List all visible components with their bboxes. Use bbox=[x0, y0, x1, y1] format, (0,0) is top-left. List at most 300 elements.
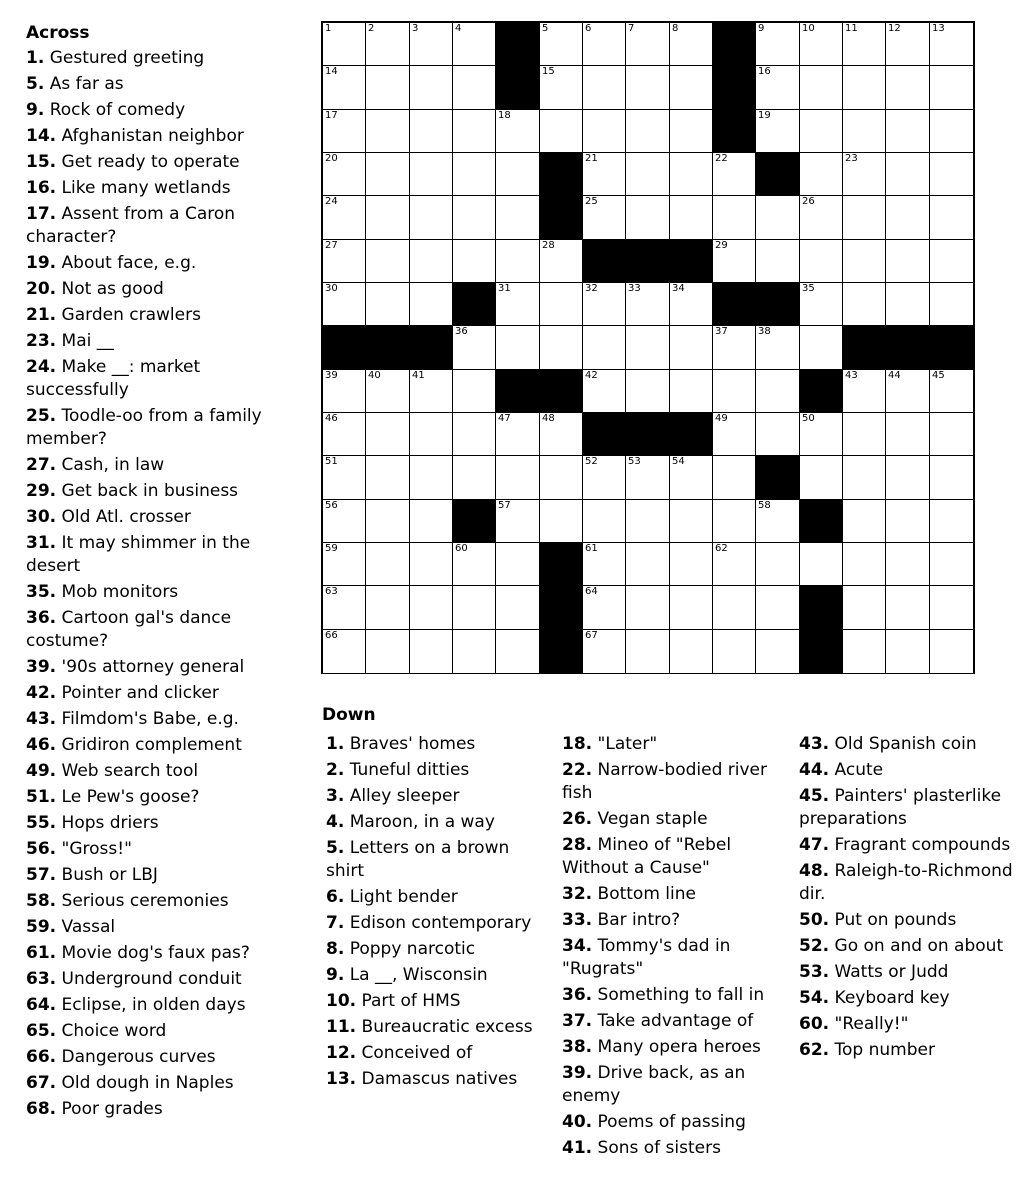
grid-cell[interactable] bbox=[800, 153, 843, 196]
grid-block bbox=[583, 413, 626, 456]
grid-cell[interactable] bbox=[756, 500, 800, 543]
grid-cell[interactable] bbox=[800, 326, 843, 370]
grid-block bbox=[626, 413, 670, 456]
grid-cell[interactable] bbox=[626, 153, 670, 196]
grid-cell[interactable] bbox=[713, 630, 756, 673]
grid-cell[interactable] bbox=[930, 370, 973, 413]
grid-cell[interactable] bbox=[410, 240, 453, 283]
grid-cell[interactable] bbox=[930, 630, 973, 673]
grid-cell[interactable] bbox=[410, 23, 453, 66]
grid-cell[interactable] bbox=[540, 500, 583, 543]
clue-number: 65. bbox=[26, 1021, 57, 1041]
grid-cell[interactable] bbox=[713, 370, 756, 413]
grid-cell[interactable] bbox=[323, 543, 366, 586]
grid-cell[interactable] bbox=[453, 586, 496, 630]
grid-block bbox=[540, 196, 583, 240]
grid-cell[interactable] bbox=[930, 110, 973, 153]
clue-number: 51. bbox=[26, 787, 57, 807]
grid-cell[interactable] bbox=[930, 500, 973, 543]
grid-cell[interactable] bbox=[756, 110, 800, 153]
grid-cell[interactable] bbox=[756, 326, 800, 370]
grid-cell[interactable] bbox=[713, 500, 756, 543]
clue bbox=[26, 480, 296, 503]
grid-block bbox=[496, 66, 540, 110]
grid-cell[interactable] bbox=[366, 240, 410, 283]
grid-cell[interactable] bbox=[496, 283, 540, 326]
grid-cell[interactable] bbox=[670, 196, 713, 240]
clue-text: Take advantage of bbox=[597, 1011, 754, 1031]
grid-cell[interactable] bbox=[800, 283, 843, 326]
grid-cell[interactable] bbox=[410, 586, 453, 630]
grid-cell[interactable] bbox=[886, 66, 930, 110]
grid-cell[interactable] bbox=[410, 66, 453, 110]
grid-cell[interactable] bbox=[626, 586, 670, 630]
grid-cell[interactable] bbox=[843, 153, 886, 196]
grid-cell[interactable] bbox=[670, 456, 713, 500]
grid-cell[interactable] bbox=[540, 413, 583, 456]
grid-cell[interactable] bbox=[930, 23, 973, 66]
grid-cell[interactable] bbox=[410, 370, 453, 413]
clue-number: 34. bbox=[562, 936, 593, 956]
grid-block bbox=[713, 283, 756, 326]
grid-block bbox=[800, 500, 843, 543]
grid-cell[interactable] bbox=[583, 110, 626, 153]
clue-number: 44. bbox=[799, 760, 830, 780]
cell-number: 47 bbox=[498, 413, 511, 424]
grid-cell[interactable] bbox=[366, 66, 410, 110]
clue bbox=[562, 834, 784, 880]
clue-number: 8. bbox=[326, 939, 345, 959]
grid-cell[interactable] bbox=[886, 153, 930, 196]
clue-number: 35. bbox=[26, 582, 57, 602]
grid-cell[interactable] bbox=[886, 110, 930, 153]
grid-cell[interactable] bbox=[843, 240, 886, 283]
grid-cell[interactable] bbox=[843, 196, 886, 240]
grid-cell[interactable] bbox=[540, 66, 583, 110]
grid-cell[interactable] bbox=[930, 153, 973, 196]
grid-block bbox=[540, 630, 583, 673]
grid-cell[interactable] bbox=[756, 240, 800, 283]
grid-cell[interactable] bbox=[626, 630, 670, 673]
grid-cell[interactable] bbox=[626, 110, 670, 153]
grid-cell[interactable] bbox=[886, 23, 930, 66]
grid-cell[interactable] bbox=[323, 500, 366, 543]
cell-number: 51 bbox=[325, 456, 338, 467]
clue bbox=[26, 942, 296, 965]
grid-cell[interactable] bbox=[323, 456, 366, 500]
grid-cell[interactable] bbox=[323, 370, 366, 413]
grid-cell[interactable] bbox=[540, 283, 583, 326]
clue bbox=[799, 909, 1014, 932]
grid-cell[interactable] bbox=[930, 456, 973, 500]
clue-number: 61. bbox=[26, 943, 57, 963]
clue-number: 38. bbox=[562, 1037, 593, 1057]
clue bbox=[26, 506, 296, 529]
grid-cell[interactable] bbox=[583, 456, 626, 500]
clue bbox=[26, 838, 296, 861]
grid-cell[interactable] bbox=[583, 543, 626, 586]
grid-cell[interactable] bbox=[626, 370, 670, 413]
grid-cell[interactable] bbox=[453, 66, 496, 110]
clue-number: 54. bbox=[799, 988, 830, 1008]
grid-cell[interactable] bbox=[843, 586, 886, 630]
grid-block bbox=[626, 240, 670, 283]
grid-cell[interactable] bbox=[496, 586, 540, 630]
grid-cell[interactable] bbox=[583, 630, 626, 673]
grid-cell[interactable] bbox=[323, 630, 366, 673]
grid-cell[interactable] bbox=[843, 543, 886, 586]
grid-cell[interactable] bbox=[843, 456, 886, 500]
clue bbox=[326, 912, 546, 935]
grid-cell[interactable] bbox=[886, 500, 930, 543]
grid-cell[interactable] bbox=[713, 413, 756, 456]
grid-cell[interactable] bbox=[886, 240, 930, 283]
cell-number: 9 bbox=[758, 23, 765, 34]
clue-text: About face, e.g. bbox=[61, 253, 197, 273]
grid-cell[interactable] bbox=[496, 326, 540, 370]
grid-cell[interactable] bbox=[323, 283, 366, 326]
grid-cell[interactable] bbox=[886, 586, 930, 630]
clue-number: 5. bbox=[26, 74, 45, 94]
clue-number: 3. bbox=[326, 786, 345, 806]
grid-cell[interactable] bbox=[756, 370, 800, 413]
clue-text: Old Spanish coin bbox=[834, 734, 977, 754]
grid-cell[interactable] bbox=[713, 196, 756, 240]
grid-cell[interactable] bbox=[410, 153, 453, 196]
grid-cell[interactable] bbox=[670, 586, 713, 630]
grid-cell[interactable] bbox=[670, 370, 713, 413]
clue-number: 17. bbox=[26, 204, 57, 224]
clue bbox=[26, 734, 296, 757]
grid-cell[interactable] bbox=[453, 196, 496, 240]
grid-cell[interactable] bbox=[323, 196, 366, 240]
grid-cell[interactable] bbox=[843, 500, 886, 543]
grid-cell[interactable] bbox=[800, 240, 843, 283]
clue-text: Bottom line bbox=[597, 884, 696, 904]
cell-number: 52 bbox=[585, 456, 598, 467]
grid-cell[interactable] bbox=[930, 413, 973, 456]
grid-cell[interactable] bbox=[540, 240, 583, 283]
clue bbox=[562, 1111, 784, 1134]
grid-cell[interactable] bbox=[496, 456, 540, 500]
grid-cell[interactable] bbox=[453, 23, 496, 66]
grid-cell[interactable] bbox=[756, 543, 800, 586]
grid-cell[interactable] bbox=[583, 23, 626, 66]
grid-cell[interactable] bbox=[800, 543, 843, 586]
grid-block bbox=[366, 326, 410, 370]
grid-cell[interactable] bbox=[366, 23, 410, 66]
grid-cell[interactable] bbox=[366, 110, 410, 153]
clue bbox=[799, 759, 1014, 782]
down-clues-column-3 bbox=[799, 733, 1014, 1065]
clue-text: Many opera heroes bbox=[597, 1037, 761, 1057]
grid-cell[interactable] bbox=[410, 110, 453, 153]
clue-number: 55. bbox=[26, 813, 57, 833]
clue bbox=[326, 964, 546, 987]
cell-number: 35 bbox=[802, 283, 815, 294]
grid-cell[interactable] bbox=[930, 543, 973, 586]
grid-cell[interactable] bbox=[583, 370, 626, 413]
grid-cell[interactable] bbox=[496, 196, 540, 240]
grid-cell[interactable] bbox=[323, 23, 366, 66]
clue-number: 31. bbox=[26, 533, 57, 553]
grid-cell[interactable] bbox=[670, 543, 713, 586]
grid-cell[interactable] bbox=[453, 456, 496, 500]
grid-cell[interactable] bbox=[540, 23, 583, 66]
cell-number: 25 bbox=[585, 196, 598, 207]
grid-cell[interactable] bbox=[583, 196, 626, 240]
grid-cell[interactable] bbox=[843, 370, 886, 413]
cell-number: 43 bbox=[845, 370, 858, 381]
grid-cell[interactable] bbox=[410, 283, 453, 326]
clue-text: Poor grades bbox=[61, 1099, 163, 1119]
grid-cell[interactable] bbox=[366, 413, 410, 456]
across-heading: Across bbox=[26, 23, 90, 43]
grid-cell[interactable] bbox=[626, 283, 670, 326]
clue bbox=[26, 1098, 296, 1121]
grid-cell[interactable] bbox=[626, 66, 670, 110]
grid-cell[interactable] bbox=[843, 110, 886, 153]
grid-block bbox=[670, 240, 713, 283]
grid-cell[interactable] bbox=[366, 370, 410, 413]
grid-cell[interactable] bbox=[453, 413, 496, 456]
grid-cell[interactable] bbox=[583, 500, 626, 543]
grid-cell[interactable] bbox=[583, 586, 626, 630]
grid-cell[interactable] bbox=[410, 456, 453, 500]
grid-cell[interactable] bbox=[626, 196, 670, 240]
clue-number: 67. bbox=[26, 1073, 57, 1093]
grid-cell[interactable] bbox=[800, 456, 843, 500]
grid-cell[interactable] bbox=[626, 23, 670, 66]
grid-cell[interactable] bbox=[410, 196, 453, 240]
grid-cell[interactable] bbox=[670, 153, 713, 196]
grid-cell[interactable] bbox=[540, 456, 583, 500]
cell-number: 39 bbox=[325, 370, 338, 381]
grid-cell[interactable] bbox=[453, 543, 496, 586]
cell-number: 5 bbox=[542, 23, 549, 34]
grid-cell[interactable] bbox=[756, 586, 800, 630]
clue-text: Put on pounds bbox=[834, 910, 957, 930]
grid-cell[interactable] bbox=[930, 240, 973, 283]
grid-cell[interactable] bbox=[366, 543, 410, 586]
grid-cell[interactable] bbox=[496, 630, 540, 673]
grid-cell[interactable] bbox=[323, 153, 366, 196]
clue-number: 39. bbox=[26, 657, 57, 677]
grid-cell[interactable] bbox=[756, 66, 800, 110]
cell-number: 21 bbox=[585, 153, 598, 164]
clue bbox=[326, 990, 546, 1013]
grid-cell[interactable] bbox=[496, 413, 540, 456]
grid-cell[interactable] bbox=[496, 240, 540, 283]
grid-cell[interactable] bbox=[800, 196, 843, 240]
clue-text: Bar intro? bbox=[597, 910, 681, 930]
clue bbox=[562, 984, 784, 1007]
clue-number: 20. bbox=[26, 279, 57, 299]
cell-number: 22 bbox=[715, 153, 728, 164]
grid-cell[interactable] bbox=[453, 370, 496, 413]
grid-cell[interactable] bbox=[713, 586, 756, 630]
grid-cell[interactable] bbox=[323, 586, 366, 630]
grid-block bbox=[800, 630, 843, 673]
grid-cell[interactable] bbox=[540, 110, 583, 153]
grid-cell[interactable] bbox=[496, 153, 540, 196]
grid-cell[interactable] bbox=[930, 283, 973, 326]
grid-cell[interactable] bbox=[410, 630, 453, 673]
cell-number: 15 bbox=[542, 66, 555, 77]
grid-cell[interactable] bbox=[713, 326, 756, 370]
clue-text: Hops driers bbox=[61, 813, 159, 833]
grid-cell[interactable] bbox=[756, 413, 800, 456]
clue-text: Bush or LBJ bbox=[61, 865, 158, 885]
grid-cell[interactable] bbox=[626, 500, 670, 543]
clue-number: 53. bbox=[799, 962, 830, 982]
clue bbox=[799, 834, 1014, 857]
grid-cell[interactable] bbox=[886, 543, 930, 586]
grid-block bbox=[583, 240, 626, 283]
grid-cell[interactable] bbox=[670, 23, 713, 66]
clue-text: Choice word bbox=[61, 1021, 167, 1041]
grid-block bbox=[410, 326, 453, 370]
grid-cell[interactable] bbox=[410, 413, 453, 456]
grid-cell[interactable] bbox=[756, 23, 800, 66]
clue-text: Toodle-oo from a family member? bbox=[26, 406, 262, 449]
grid-cell[interactable] bbox=[583, 326, 626, 370]
grid-cell[interactable] bbox=[626, 456, 670, 500]
grid-cell[interactable] bbox=[453, 110, 496, 153]
grid-cell[interactable] bbox=[366, 586, 410, 630]
grid-cell[interactable] bbox=[843, 23, 886, 66]
clue-text: Pointer and clicker bbox=[61, 683, 219, 703]
cell-number: 28 bbox=[542, 240, 555, 251]
grid-cell[interactable] bbox=[843, 630, 886, 673]
grid-cell[interactable] bbox=[453, 630, 496, 673]
clue-number: 14. bbox=[26, 126, 57, 146]
clue-text: Le Pew's goose? bbox=[61, 787, 200, 807]
clue-number: 43. bbox=[26, 709, 57, 729]
grid-cell[interactable] bbox=[453, 153, 496, 196]
grid-block bbox=[800, 586, 843, 630]
grid-cell[interactable] bbox=[843, 66, 886, 110]
grid-cell[interactable] bbox=[930, 66, 973, 110]
clue-text: Bureaucratic excess bbox=[361, 1017, 533, 1037]
grid-cell[interactable] bbox=[323, 240, 366, 283]
grid-cell[interactable] bbox=[366, 456, 410, 500]
grid-cell[interactable] bbox=[366, 630, 410, 673]
clue-text: Narrow-bodied river fish bbox=[562, 760, 767, 803]
clue-number: 27. bbox=[26, 455, 57, 475]
cell-number: 59 bbox=[325, 543, 338, 554]
grid-cell[interactable] bbox=[670, 326, 713, 370]
clue-text: Light bender bbox=[349, 887, 458, 907]
grid-cell[interactable] bbox=[713, 240, 756, 283]
grid-cell[interactable] bbox=[713, 543, 756, 586]
clue-text: Dangerous curves bbox=[61, 1047, 216, 1067]
grid-cell[interactable] bbox=[886, 413, 930, 456]
grid-cell[interactable] bbox=[670, 630, 713, 673]
grid-cell[interactable] bbox=[453, 240, 496, 283]
grid-cell[interactable] bbox=[366, 153, 410, 196]
clue-text: Drive back, as an enemy bbox=[562, 1063, 746, 1106]
grid-cell[interactable] bbox=[410, 500, 453, 543]
clue bbox=[799, 935, 1014, 958]
grid-cell[interactable] bbox=[670, 283, 713, 326]
grid-cell[interactable] bbox=[583, 66, 626, 110]
clue-text: Mai __ bbox=[61, 331, 114, 351]
grid-cell[interactable] bbox=[930, 586, 973, 630]
grid-cell[interactable] bbox=[496, 500, 540, 543]
clue-text: Acute bbox=[834, 760, 884, 780]
clue bbox=[562, 935, 784, 981]
grid-cell[interactable] bbox=[713, 456, 756, 500]
clue-number: 12. bbox=[326, 1043, 357, 1063]
grid-cell[interactable] bbox=[496, 110, 540, 153]
down-clues-column-1 bbox=[326, 733, 546, 1094]
grid-cell[interactable] bbox=[886, 456, 930, 500]
grid-cell[interactable] bbox=[800, 23, 843, 66]
grid-cell[interactable] bbox=[756, 630, 800, 673]
cell-number: 57 bbox=[498, 500, 511, 511]
grid-cell[interactable] bbox=[583, 283, 626, 326]
grid-cell[interactable] bbox=[756, 196, 800, 240]
grid-cell[interactable] bbox=[366, 283, 410, 326]
grid-cell[interactable] bbox=[843, 283, 886, 326]
cell-number: 64 bbox=[585, 586, 598, 597]
clue-number: 50. bbox=[799, 910, 830, 930]
grid-cell[interactable] bbox=[323, 413, 366, 456]
cell-number: 10 bbox=[802, 23, 815, 34]
grid-cell[interactable] bbox=[886, 283, 930, 326]
clue bbox=[326, 1068, 546, 1091]
grid-cell[interactable] bbox=[800, 66, 843, 110]
clue bbox=[26, 812, 296, 835]
grid-block bbox=[496, 370, 540, 413]
grid-cell[interactable] bbox=[496, 543, 540, 586]
grid-cell[interactable] bbox=[886, 196, 930, 240]
grid-cell[interactable] bbox=[800, 413, 843, 456]
clue-text: Gestured greeting bbox=[49, 48, 205, 68]
grid-cell[interactable] bbox=[800, 110, 843, 153]
grid-cell[interactable] bbox=[886, 630, 930, 673]
clue-number: 58. bbox=[26, 891, 57, 911]
grid-cell[interactable] bbox=[583, 153, 626, 196]
clue-number: 39. bbox=[562, 1063, 593, 1083]
clue-number: 21. bbox=[26, 305, 57, 325]
grid-cell[interactable] bbox=[626, 326, 670, 370]
grid-cell[interactable] bbox=[930, 196, 973, 240]
clue bbox=[26, 356, 296, 402]
grid-cell[interactable] bbox=[670, 66, 713, 110]
grid-cell[interactable] bbox=[366, 196, 410, 240]
grid-cell[interactable] bbox=[843, 413, 886, 456]
cell-number: 42 bbox=[585, 370, 598, 381]
grid-block bbox=[886, 326, 930, 370]
clue bbox=[26, 73, 296, 96]
clue bbox=[26, 1072, 296, 1095]
grid-cell[interactable] bbox=[410, 543, 453, 586]
grid-cell[interactable] bbox=[670, 110, 713, 153]
cell-number: 11 bbox=[845, 23, 858, 34]
grid-cell[interactable] bbox=[323, 110, 366, 153]
grid-cell[interactable] bbox=[540, 326, 583, 370]
grid-cell[interactable] bbox=[453, 326, 496, 370]
grid-cell[interactable] bbox=[713, 153, 756, 196]
grid-cell[interactable] bbox=[886, 370, 930, 413]
grid-cell[interactable] bbox=[626, 543, 670, 586]
grid-cell[interactable] bbox=[670, 500, 713, 543]
grid-cell[interactable] bbox=[366, 500, 410, 543]
grid-block bbox=[323, 326, 366, 370]
grid-cell[interactable] bbox=[323, 66, 366, 110]
